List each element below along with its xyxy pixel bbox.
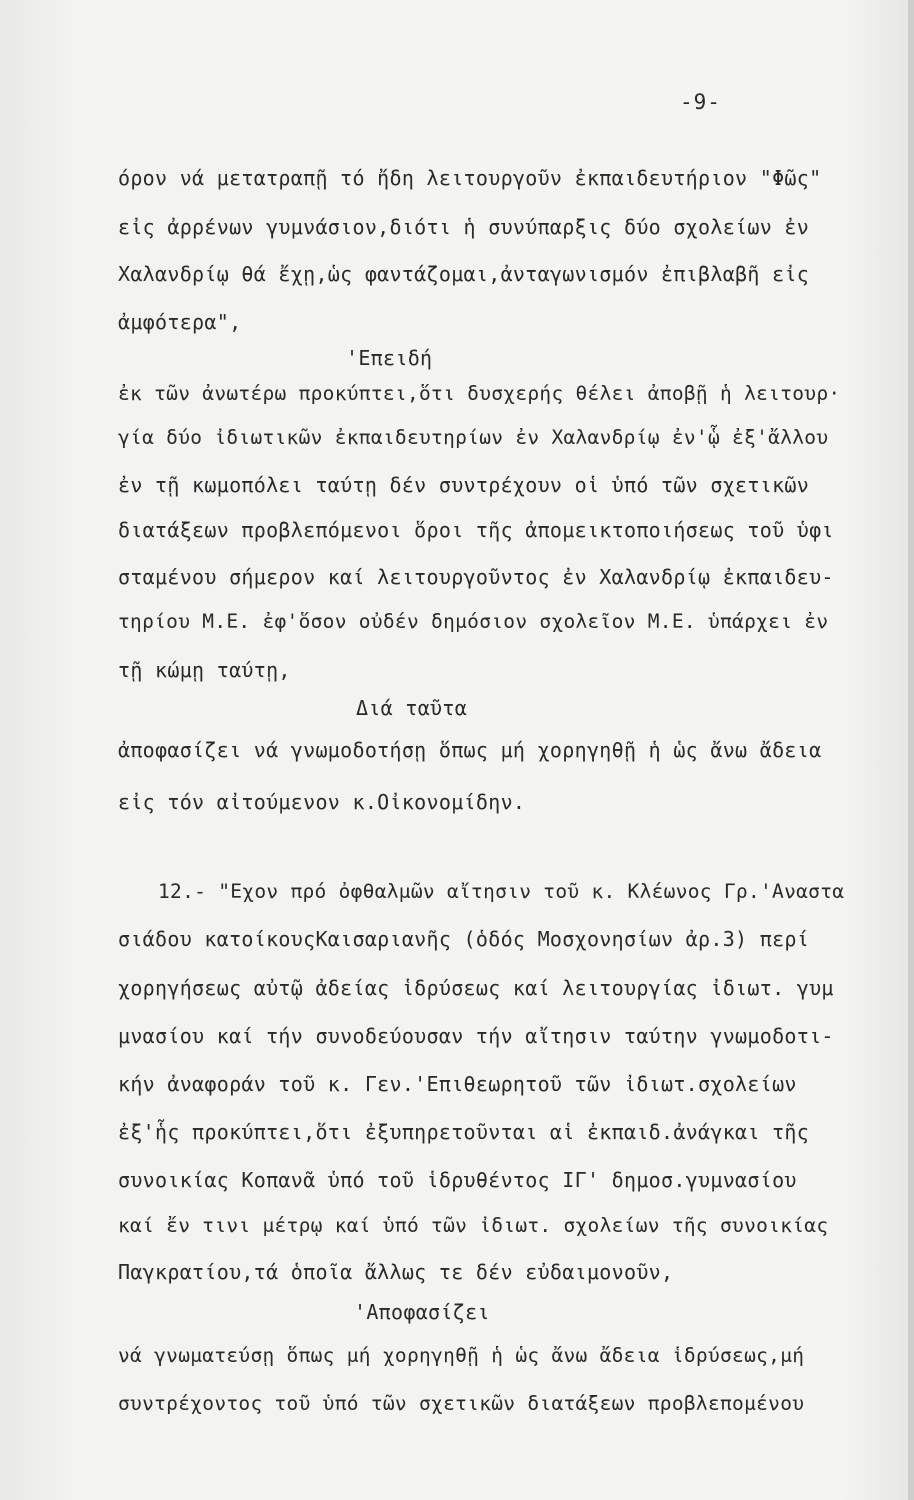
text-line: τηρίου Μ.Ε. ἐφ'ὅσον οὐδέν δημόσιον σχολεῖον Μ.Ε. ὑπάρχει ἐν: [118, 610, 829, 633]
text-line: χορηγήσεως αὐτῷ ἀδείας ἱδρύσεως καί λειτουργίας ἰδιωτ. γυμ: [118, 976, 834, 1000]
text-line: ἀμφότερα",: [118, 310, 242, 334]
text-line: ἐξ'ἧς προκύπτει,ὅτι ἐξυπηρετοῦνται αἱ ἐκπαιδ.ἀνάγκαι τῆς: [118, 1120, 810, 1144]
text-line: διατάξεων προβλεπόμενοι ὅροι τῆς ἀπομεικτοποιήσεως τοῦ ὑφι: [118, 518, 834, 542]
text-line: εἰς ἀρρένων γυμνάσιον,διότι ἡ συνύπαρξις δύο σχολείων ἐν: [118, 215, 810, 239]
text-line: 'Επειδή: [346, 346, 433, 370]
text-line: Χαλανδρίῳ θά ἔχῃ,ὡς φαντάζομαι,ἀνταγωνισμόν ἐπιβλαβῆ εἰς: [118, 262, 810, 286]
text-line: Παγκρατίου,τά ὁποῖα ἄλλως τε δέν εὐδαιμονοῦν,: [118, 1260, 674, 1284]
text-line: μνασίου καί τήν συνοδεύουσαν τήν αἴτησιν ταύτην γνωμοδοτι-: [118, 1024, 834, 1048]
text-line: κήν ἀναφοράν τοῦ κ. Γεν.'Επιθεωρητοῦ τῶν ἰδιωτ.σχολείων: [118, 1072, 797, 1096]
text-line: Διά ταῦτα: [356, 696, 468, 720]
page-number: -9-: [680, 90, 721, 114]
page-edge-shadow: [908, 0, 914, 1500]
text-line: όρον νά μετατραπῇ τό ἤδη λειτουργοῦν ἐκπαιδευτήριον "Φῶς": [118, 166, 822, 190]
text-line: γία δύο ἰδιωτικῶν ἐκπαιδευτηρίων ἐν Χαλανδρίῳ ἐν'ᾧ ἐξ'ἄλλου: [118, 426, 829, 449]
text-line: τῇ κώμῃ ταύτῃ,: [118, 658, 291, 682]
text-line: συνοικίας Κοπανᾶ ὑπό τοῦ ἱδρυθέντος ΙΓ' δημοσ.γυμνασίου: [118, 1168, 797, 1192]
text-line: καί ἔν τινι μέτρῳ καί ὑπό τῶν ἰδιωτ. σχολείων τῆς συνοικίας: [118, 1214, 829, 1237]
text-line: συντρέχοντος τοῦ ὑπό τῶν σχετικῶν διατάξεων προβλεπομένου: [118, 1392, 805, 1415]
text-line: σιάδου κατοίκουςΚαισαριανῆς (ὁδός Μοσχονησίων ἀρ.3) περί: [118, 927, 810, 951]
text-line: 'Αποφασίζει: [354, 1300, 490, 1324]
text-line: σταμένου σήμερον καί λειτουργοῦντος ἐν Χαλανδρίῳ ἐκπαιδευ-: [118, 565, 834, 589]
text-line: εἰς τόν αἰτούμενον κ.Οἰκονομίδην.: [118, 790, 526, 814]
text-line: νά γνωματεύσῃ ὅπως μή χορηγηθῇ ἡ ὡς ἄνω ἄδεια ἱδρύσεως,μή: [118, 1344, 805, 1367]
text-line: ἀποφασίζει νά γνωμοδοτήσῃ ὅπως μή χορηγηθῇ ἡ ὡς ἄνω ἄδεια: [118, 738, 822, 762]
text-line: ἐκ τῶν ἀνωτέρω προκύπτει,ὅτι δυσχερής θέλει ἀποβῇ ἡ λειτουρ·: [118, 382, 841, 405]
text-line: 12.- "Εχον πρό ὀφθαλμῶν αἴτησιν τοῦ κ. Κλέωνος Γρ.'Αναστα: [158, 880, 845, 903]
text-line: ἐν τῇ κωμοπόλει ταύτῃ δέν συντρέχουν οἱ ὑπό τῶν σχετικῶν: [118, 473, 810, 497]
